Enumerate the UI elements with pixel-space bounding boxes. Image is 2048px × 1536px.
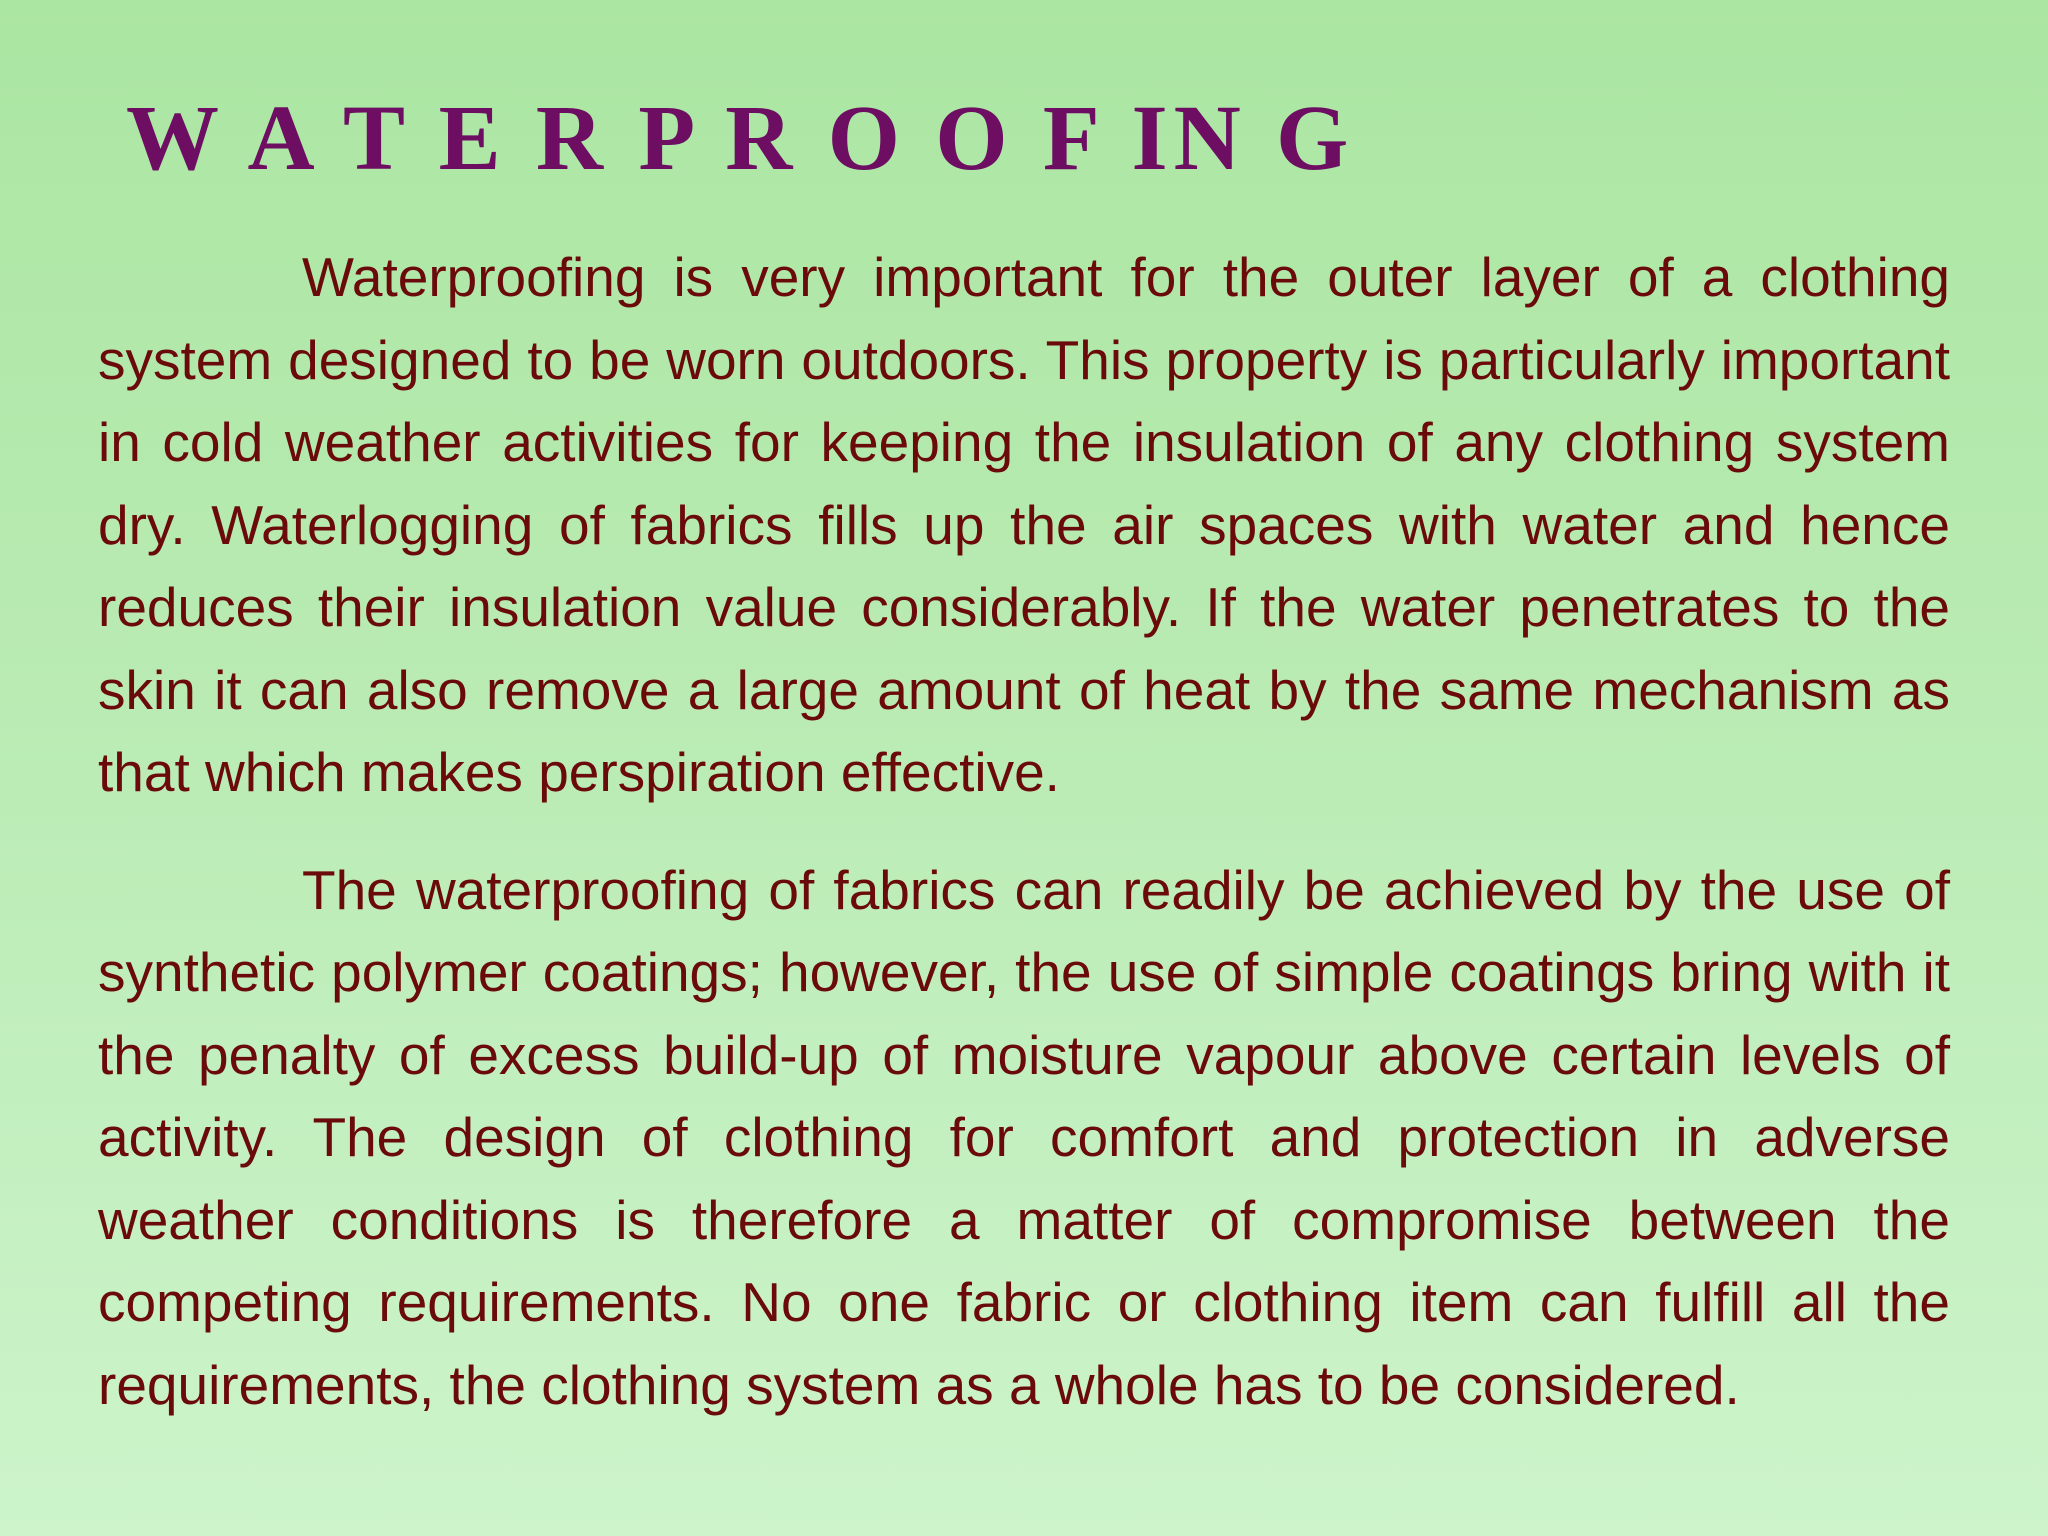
slide-title: W A T E R P R O O F IN G	[126, 87, 1355, 190]
slide-body	[98, 236, 1950, 1426]
paragraph-2: The waterproofing of fabrics can readily be achieved by the use of synthetic polymer coatings; however, the use of simple coatings bring with it the penalty of excess build-up of moisture vapour above certain levels of activity. The design of clothing for comfort and protection in adverse weather conditions is therefore a matter of compromise between the competing requirements. No one fabric or clothing item can fulfill all the requirements, the clothing system as a whole has to be considered.	[98, 858, 1950, 1416]
paragraph-1: Waterproofing is very important for the outer layer of a clothing system designed to be worn outdoors. This property is particularly important in cold weather activities for keeping the insulation of any clothing system dry. Waterlogging of fabrics fills up the air spaces with water and hence reduces their insulation value considerably. If the water penetrates to the skin it can also remove a large amount of heat by the same mechanism as that which makes perspiration effective.	[98, 246, 1950, 803]
